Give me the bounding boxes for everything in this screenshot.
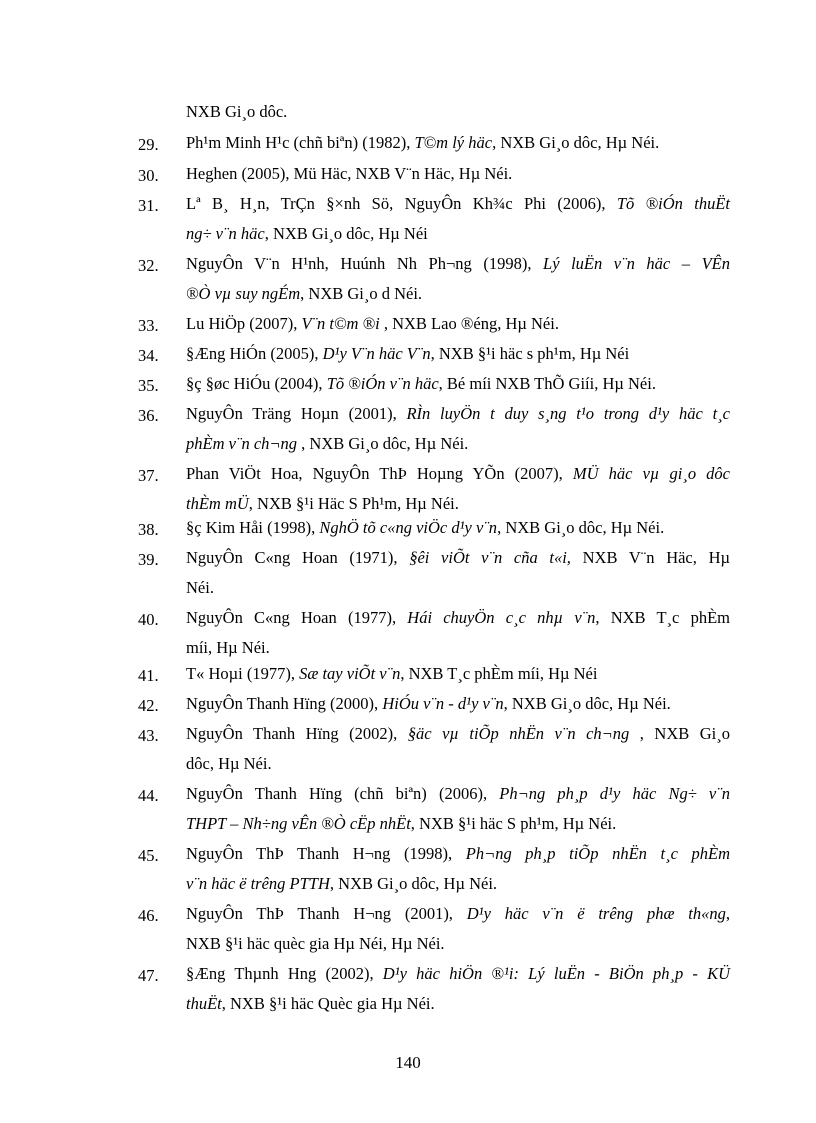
reference-title: THPT – Nh÷ng vÊn ®Ò cËp nhËt — [186, 814, 411, 833]
reference-text — [186, 249, 730, 309]
reference-text — [186, 513, 730, 543]
reference-title: D¹y häc hiÖn ®¹i: Lý luËn - BiÖn ph¸p - KÜ — [382, 964, 731, 983]
reference-text — [186, 899, 730, 959]
reference-line — [186, 309, 730, 339]
reference-segment: NguyÔn Thanh Hïng (2000), — [186, 694, 383, 713]
reference-segment: NguyÔn Thanh Hïng (chñ biªn) (2006), — [186, 784, 500, 803]
reference-text — [186, 689, 730, 719]
reference-number: 43. — [138, 726, 159, 745]
reference-segment: , NXB Gi¸o dôc, Hµ Néi. — [497, 518, 665, 537]
reference-segment: , NXB §¹i Häc S Ph¹m, Hµ Néi. — [248, 494, 459, 513]
reference-line — [186, 719, 730, 749]
reference-text — [186, 779, 730, 839]
reference-segment: , NXB §¹i häc S ph¹m, Hµ Néi. — [410, 814, 617, 833]
reference-title: Ph¬ng ph¸p tiÕp nhËn t¸c phÈm — [465, 844, 730, 863]
reference-title: Tõ ®iÓn v¨n häc — [326, 374, 439, 393]
reference-line — [186, 839, 730, 869]
reference-line — [186, 573, 730, 603]
reference-text — [186, 459, 730, 519]
reference-segment: T« Hoµi (1977), — [186, 664, 300, 683]
reference-text — [186, 839, 730, 899]
reference-line — [186, 429, 730, 459]
reference-segment: §Æng Thµnh Hng (2002), — [186, 964, 383, 983]
reference-text — [186, 719, 730, 779]
reference-title: thÈm mÜ — [186, 494, 249, 513]
reference-line — [186, 459, 730, 489]
reference-segment: Néi. — [186, 578, 214, 597]
reference-segment: , NXB Gi¸o dôc, Hµ Néi. — [492, 133, 660, 152]
reference-line — [186, 959, 730, 989]
reference-number: 34. — [138, 346, 159, 365]
reference-text — [186, 97, 730, 127]
reference-segment: , NXB T¸c phÈm — [595, 608, 730, 627]
reference-segment: , NXB Lao ®éng, Hµ Néi. — [383, 314, 559, 333]
reference-title: Lý luËn v¨n häc – VÊn — [543, 254, 731, 273]
reference-number: 30. — [138, 166, 159, 185]
reference-number: 35. — [138, 376, 159, 395]
reference-segment: dôc, Hµ Néi. — [186, 754, 272, 773]
reference-line — [186, 929, 730, 959]
reference-segment: NguyÔn V¨n H¹nh, Huúnh Nh Ph¬ng (1998), — [186, 254, 544, 273]
reference-segment: míi, Hµ Néi. — [186, 638, 270, 657]
reference-segment: NXB §¹i häc quèc gia Hµ Néi, Hµ Néi. — [186, 934, 445, 953]
reference-segment: , NXB Gi¸o — [639, 724, 730, 743]
reference-segment: , NXB Gi¸o dôc, Hµ Néi — [264, 224, 428, 243]
reference-line — [186, 899, 730, 929]
reference-text — [186, 659, 730, 689]
reference-segment: §ç Kim Håi (1998), — [186, 518, 320, 537]
reference-number: 38. — [138, 520, 159, 539]
reference-number: 47. — [138, 966, 159, 985]
reference-number: 31. — [138, 196, 159, 215]
reference-title: D¹y häc v¨n ë trêng phæ th«ng — [466, 904, 726, 923]
reference-line — [186, 189, 730, 219]
reference-text — [186, 603, 730, 663]
reference-line — [186, 128, 730, 158]
reference-segment: NguyÔn ThÞ Thanh H¬ng (1998), — [186, 844, 466, 863]
reference-title: D¹y V¨n häc V¨n — [322, 344, 431, 363]
reference-line — [186, 869, 730, 899]
reference-text — [186, 159, 730, 189]
reference-line — [186, 369, 730, 399]
reference-line — [186, 779, 730, 809]
reference-segment: Lª B¸ H¸n, TrÇn §×nh Sö, NguyÔn Kh¾c Phi (2006), — [186, 194, 617, 213]
reference-segment: NguyÔn C«ng Hoan (1971), — [186, 548, 410, 567]
reference-line — [186, 689, 730, 719]
reference-title: Tõ ®iÓn thuËt — [616, 194, 730, 213]
reference-segment: NguyÔn Thanh Hïng (2002), — [186, 724, 408, 743]
reference-number: 29. — [138, 135, 159, 154]
reference-title: RÌn luyÖn t duy s¸ng t¹o trong d¹y häc t¸c — [406, 404, 731, 423]
reference-title: ng÷ v¨n häc — [186, 224, 265, 243]
reference-segment: , NXB Gi¸o d Néi. — [300, 284, 423, 303]
reference-text — [186, 339, 730, 369]
reference-line — [186, 219, 730, 249]
reference-segment: , NXB Gi¸o dôc, Hµ Néi. — [503, 694, 671, 713]
reference-title: T©m lý häc — [414, 133, 493, 152]
reference-line — [186, 989, 730, 1019]
reference-line — [186, 279, 730, 309]
reference-segment: , Bé míi NXB ThÕ Giíi, Hµ Néi. — [438, 374, 656, 393]
reference-number: 39. — [138, 550, 159, 569]
reference-segment: NguyÔn ThÞ Thanh H¬ng (2001), — [186, 904, 467, 923]
reference-title: Ph¬ng ph¸p d¹y häc Ng÷ v¨n — [499, 784, 731, 803]
reference-segment: Heghen (2005), Mü Häc, NXB V¨n Häc, Hµ Néi. — [186, 164, 513, 183]
reference-segment: , NXB Gi¸o dôc, Hµ Néi. — [329, 874, 498, 893]
reference-line — [186, 97, 730, 127]
reference-segment: , NXB §¹i häc s ph¹m, Hµ Néi — [430, 344, 630, 363]
reference-segment: Ph¹m Minh H¹c (chñ biªn) (1982), — [186, 133, 415, 152]
reference-segment: §Æng HiÓn (2005), — [186, 344, 323, 363]
page-number: 140 — [395, 1053, 421, 1072]
reference-segment: NXB V¨n Häc, Hµ — [570, 548, 730, 567]
reference-title: v¨n häc ë trêng PTTH — [186, 874, 330, 893]
reference-line — [186, 659, 730, 689]
reference-text — [186, 399, 730, 459]
reference-segment: §ç §øc HiÓu (2004), — [186, 374, 327, 393]
reference-segment: NguyÔn C«ng Hoan (1977), — [186, 608, 408, 627]
reference-title: HiÓu v¨n - d¹y v¨n — [382, 694, 504, 713]
reference-title: ®Ò vµ suy ngÉm — [186, 284, 301, 303]
reference-number: 32. — [138, 256, 159, 275]
reference-segment: Lu HiÖp (2007), — [186, 314, 302, 333]
reference-segment: , NXB Gi¸o dôc, Hµ Néi. — [301, 434, 469, 453]
reference-text — [186, 309, 730, 339]
reference-segment: , NXB T¸c phÈm míi, Hµ Néi — [400, 664, 598, 683]
reference-number: 42. — [138, 696, 159, 715]
reference-text — [186, 369, 730, 399]
reference-number: 36. — [138, 406, 159, 425]
reference-number: 45. — [138, 846, 159, 865]
reference-line — [186, 749, 730, 779]
reference-line — [186, 513, 730, 543]
reference-title: Sæ tay viÕt v¨n — [299, 664, 401, 683]
reference-title: §êi viÕt v¨n cña t«i, — [409, 548, 571, 567]
reference-line — [186, 809, 730, 839]
reference-segment: NXB Gi¸o dôc. — [186, 102, 288, 121]
reference-title: §äc vµ tiÕp nhËn v¨n ch¬ng — [407, 724, 640, 743]
reference-number: 33. — [138, 316, 159, 335]
reference-number: 40. — [138, 610, 159, 629]
reference-line — [186, 339, 730, 369]
reference-line — [186, 399, 730, 429]
reference-text — [186, 189, 730, 249]
reference-text — [186, 543, 730, 603]
reference-title: phÈm v¨n ch¬ng — [186, 434, 302, 453]
reference-title: Hái chuyÖn c¸c nhµ v¨n — [407, 608, 596, 627]
reference-segment: Phan ViÖt Hoa, NguyÔn ThÞ Hoµng YÕn (2007), — [186, 464, 573, 483]
reference-line — [186, 543, 730, 573]
reference-line — [186, 603, 730, 633]
reference-text — [186, 959, 730, 1019]
reference-text — [186, 128, 730, 158]
reference-number: 44. — [138, 786, 159, 805]
reference-title: thuËt — [186, 994, 222, 1013]
reference-line — [186, 249, 730, 279]
reference-title: V¨n t©m ®i — [301, 314, 384, 333]
reference-number: 37. — [138, 466, 159, 485]
reference-number: 46. — [138, 906, 159, 925]
reference-segment: , — [725, 904, 730, 923]
reference-segment: , NXB §¹i häc Quèc gia Hµ Néi. — [221, 994, 435, 1013]
reference-line — [186, 159, 730, 189]
reference-segment: NguyÔn Träng Hoµn (2001), — [186, 404, 407, 423]
reference-title: MÜ häc vµ gi¸o dôc — [572, 464, 731, 483]
reference-number: 41. — [138, 666, 159, 685]
reference-title: NghÖ tõ c«ng viÖc d¹y v¨n — [319, 518, 498, 537]
